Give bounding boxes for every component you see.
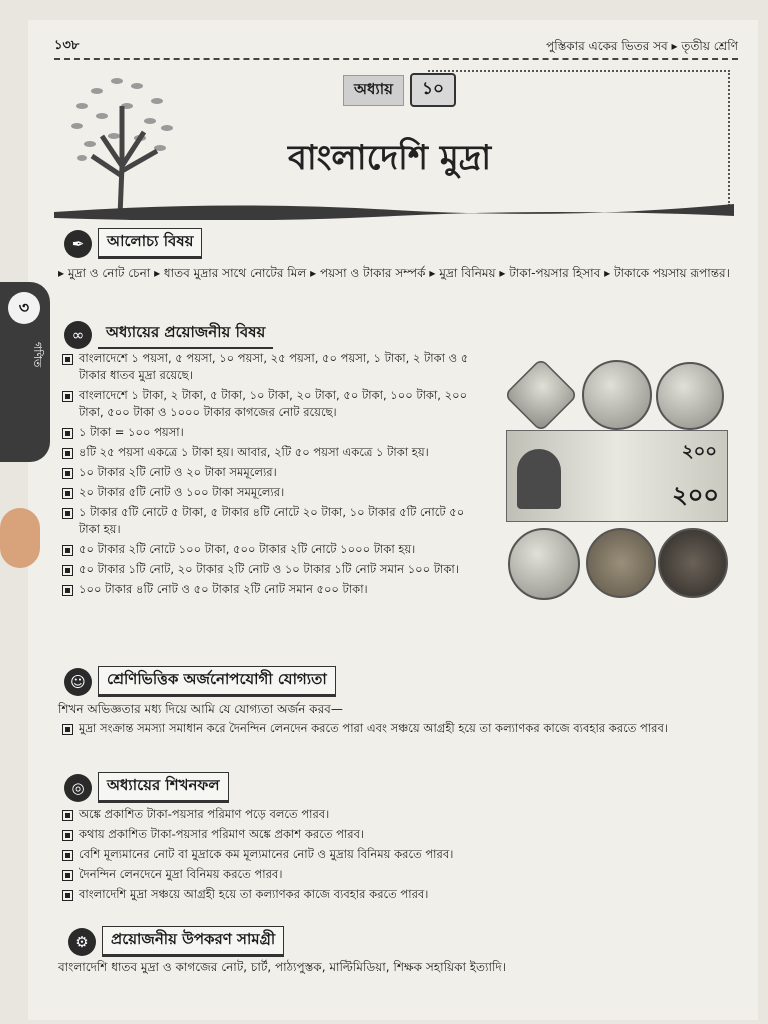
list-item: ৫০ টাকার ১টি নোট, ২০ টাকার ২টি নোট ও ১০ টাকার ১টি নোট সমান ১০০ টাকা। [62,561,482,578]
list-item: বাংলাদেশে ১ টাকা, ২ টাকা, ৫ টাকা, ১০ টাকা, ২০ টাকা, ৫০ টাকা, ১০০ টাকা, ২০০ টাকা, ৫০০ টাকা ও ১০০০ টাকার কাগজের নোট রয়েছে। [62,387,482,421]
list-item: ১ টাকা = ১০০ পয়সা। [62,424,482,441]
topics-heading: ✒ আলোচ্য বিষয় [64,228,202,259]
header-rule [54,58,738,60]
list-item: কথায় প্রকাশিত টাকা-পয়সার পরিমাণ অঙ্কে প্রকাশ করতে পারব। [62,826,732,843]
list-item: বাংলাদেশে ১ পয়সা, ৫ পয়সা, ১০ পয়সা, ২৫ পয়সা, ৫০ পয়সা, ১ টাকা, ২ টাকা ও ৫ টাকার ধাতব মুদ্রা রয়েছে। [62,350,482,384]
outcomes-list [62,806,732,906]
chapter-title: বাংলাদেশি মুদ্রা [288,138,492,178]
coin-image [582,360,652,430]
running-head: পুস্তিকার একের ভিতর সব ▸ তৃতীয় শ্রেণি [546,39,738,53]
list-item: ৪টি ২৫ পয়সা একত্রে ১ টাকা হয়। আবার, ২টি ৫০ পয়সা একত্রে ১ টাকা হয়। [62,444,482,461]
tools-icon: ⚙ [68,928,96,956]
list-item: ২০ টাকার ৫টি নোট ও ১০০ টাকা সমমূল্যের। [62,484,482,501]
topics-text: ▸ মুদ্রা ও নোট চেনা ▸ ধাতব মুদ্রার সাথে নোটের মিল ▸ পয়সা ও টাকার সম্পর্ক ▸ মুদ্রা বিনিময় ▸ টাকা-পয়সার হিসাব ▸ টাকাকে পয়সায় রূপান্তর। [58,266,730,280]
coin-image [656,362,724,430]
coin-image [586,528,656,598]
competency-intro: শিখন অভিজ্ঞতার মধ্য দিয়ে আমি যে যোগ্যতা অর্জন করব— [58,702,343,716]
loop-icon: ∞ [64,321,92,349]
book-page [18,20,758,1020]
side-tab-number: ৩ [8,292,40,324]
competency-heading: ☺ শ্রেণিভিত্তিক অর্জনোপযোগী যোগ্যতা [64,666,336,697]
figure-icon: ☺ [64,668,92,696]
materials-text: বাংলাদেশি ধাতব মুদ্রা ও কাগজের নোট, চার্ট, পাঠ্যপুস্তক, মাল্টিমিডিয়া, শিক্ষক সহায়িকা ইত্যাদি। [58,960,507,974]
pen-nib-icon: ✒ [64,230,92,258]
necessary-heading: ∞ অধ্যায়ের প্রয়োজনীয় বিষয় [64,320,273,349]
banknote-image: ২০০ ২০০ [506,430,728,522]
necessary-list [62,350,482,601]
side-tab-text: গণিত [31,342,44,368]
list-item: ১০০ টাকার ৪টি নোট ও ৫০ টাকার ২টি নোট সমান ৫০০ টাকা। [62,581,482,598]
outcomes-heading: ◎ অধ্যায়ের শিখনফল [64,772,229,803]
materials-heading: ⚙ প্রয়োজনীয় উপকরণ সামগ্রী [68,926,284,957]
list-item: মুদ্রা সংক্রান্ত সমস্যা সমাধান করে দৈনন্দিন লেনদেন করতে পারা এবং সঞ্চয়ে আগ্রহী হয়ে তা কল্যাণকর কাজে ব্যবহার করতে পারব। [62,720,732,737]
list-item: বেশি মূল্যমানের নোট বা মুদ্রাকে কম মূল্যমানের নোট ও মুদ্রায় বিনিময় করতে পারব। [62,846,732,863]
chapter-label: অধ্যায় [343,75,404,106]
list-item: বাংলাদেশি মুদ্রা সঞ্চয়ে আগ্রহী হয়ে তা কল্যাণকর কাজে ব্যবহার করতে পারব। [62,886,732,903]
tree-illustration [62,66,182,216]
coin-image [658,528,728,598]
list-item: ১০ টাকার ২টি নোট ও ২০ টাকা সমমূল্যের। [62,464,482,481]
list-item: ১ টাকার ৫টি নোটে ৫ টাকা, ৫ টাকার ৪টি নোটে ২০ টাকা, ১০ টাকার ৫টি নোটে ৫০ টাকা হয়। [62,504,482,538]
thumb-finger [0,508,40,568]
list-item: দৈনন্দিন লেনদেনে মুদ্রা বিনিময় করতে পারব। [62,866,732,883]
target-icon: ◎ [64,774,92,802]
chapter-number: ১০ [410,73,456,107]
coin-image [508,528,580,600]
portrait-image [517,449,561,509]
coin-image [504,358,579,433]
page-number: ১৩৮ [54,38,80,53]
list-item: অঙ্কে প্রকাশিত টাকা-পয়সার পরিমাণ পড়ে বলতে পারব। [62,806,732,823]
list-item: ৫০ টাকার ২টি নোটে ১০০ টাকা, ৫০০ টাকার ২টি নোটে ১০০০ টাকা হয়। [62,541,482,558]
wave-band [54,198,734,220]
chapter-badge [343,76,456,104]
competency-list [62,720,732,740]
